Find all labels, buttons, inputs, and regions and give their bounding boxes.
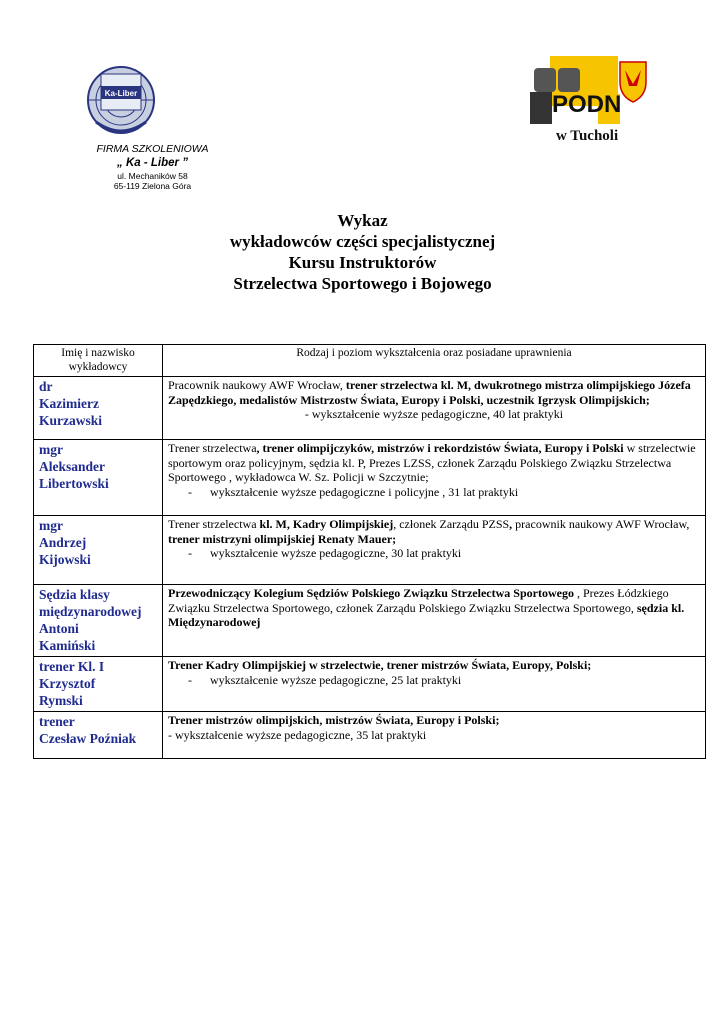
lecturer-description: Trener Kadry Olimpijskiej w strzelectwie, trener mistrzów Świata, Europy, Polski; - wykształcenie wyższe pedagogiczne, 25 lat praktyki <box>163 657 706 712</box>
lecturer-description: Trener strzelectwa kl. M, Kadry Olimpijskiej, członek Zarządu PZSS, pracownik naukowy AWF Wrocław, trener mistrzyni olimpijskiej Renaty Mauer; - wykształcenie wyższe pedagogiczne, 30 lat praktyki <box>163 516 706 585</box>
header-qualifications: Rodzaj i poziom wykształcenia oraz posiadane uprawnienia <box>163 345 706 377</box>
lecturer-name: mgr Aleksander Libertowski <box>34 440 163 516</box>
lecturer-name: trener Kl. I Krzysztof Rymski <box>34 657 163 712</box>
table-row <box>34 516 706 585</box>
lecturer-name: dr Kazimierz Kurzawski <box>34 377 163 440</box>
title-line-1: Wykaz <box>337 211 388 230</box>
lecturers-table <box>33 344 706 759</box>
lecturer-name: trener Czesław Poźniak <box>34 712 163 759</box>
svg-text:w Tucholi: w Tucholi <box>556 128 619 144</box>
svg-text:Ka-Liber: Ka-Liber <box>104 89 138 98</box>
document-title <box>150 210 575 294</box>
title-line-4: Strzelectwa Sportowego i Bojowego <box>233 274 492 293</box>
table-header-row <box>34 345 706 377</box>
firm-address <box>60 143 245 192</box>
firm-name: „ Ka - Liber ” <box>117 157 188 170</box>
lecturer-description: Pracownik naukowy AWF Wrocław, trener strzelectwa kl. M, dwukrotnego mistrza olimpijskiego Józefa Zapędzkiego, medalistów Mistrzostw Świata, Europy i Polski, uczestnik Igrzysk Olimpijskich; - wykształcenie wyższe pedagogiczne, 40 lat praktyki <box>163 377 706 440</box>
lecturer-name: Sędzia klasy międzynarodowej Antoni Kamiński <box>34 585 163 657</box>
table-row <box>34 657 706 712</box>
svg-text:PODN: PODN <box>552 91 622 118</box>
lecturer-description: Trener mistrzów olimpijskich, mistrzów Świata, Europy i Polski; - wykształcenie wyższe pedagogiczne, 35 lat praktyki <box>163 712 706 759</box>
table-row <box>34 585 706 657</box>
table-row <box>34 712 706 759</box>
firm-street: ul. Mechaników 58 <box>117 170 188 181</box>
table-row <box>34 377 706 440</box>
title-line-2: wykładowców części specjalistycznej <box>229 232 496 251</box>
lecturer-description: Trener strzelectwa, trener olimpijczyków, mistrzów i rekordzistów Świata, Europy i Polski w strzelectwie sportowym oraz policyjnym, sędzia kl. P, Prezes LZSS, członek Zarządu Polskiego Związku Strzelectwa Sportowego , wykładowca W. Sz. Policji w Szczytnie; - wykształcenie wyższe pedagogiczne i policyjne , 31 lat praktyki <box>163 440 706 516</box>
firm-label: FIRMA SZKOLENIOWA <box>96 143 209 155</box>
table-row <box>34 440 706 516</box>
ka-liber-logo <box>86 62 156 140</box>
firm-city: 65-119 Zielona Góra <box>113 181 192 192</box>
header-name: Imię i nazwisko wykładowcy <box>34 345 163 377</box>
podn-logo <box>528 54 668 146</box>
lecturer-description: Przewodniczący Kolegium Sędziów Polskiego Związku Strzelectwa Sportowego , Prezes Łódzkiego Związku Strzelectwa Sportowego, członek Zarządu Polskiego Związku Strzelectwa Sportowego, sędzia kl. Międzynarodowej <box>163 585 706 657</box>
lecturer-name: mgr Andrzej Kijowski <box>34 516 163 585</box>
title-line-3: Kursu Instruktorów <box>288 253 437 272</box>
